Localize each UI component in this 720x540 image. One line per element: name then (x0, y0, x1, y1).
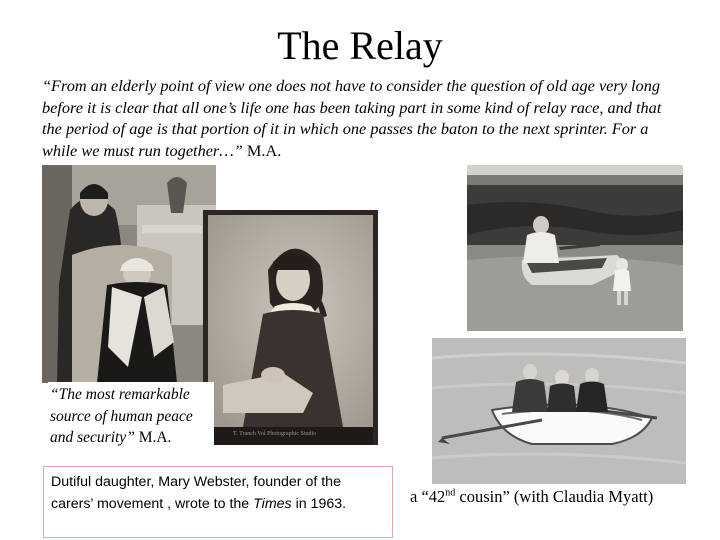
photo-three-women-boat (432, 338, 686, 484)
photo-young-woman-portrait (203, 210, 378, 445)
left-caption-attribution: M.A. (138, 429, 172, 446)
carers-movement-note (43, 466, 393, 538)
left-caption-text: “The most remarkable source of human peace and security” (50, 386, 193, 446)
right-photo-caption (410, 486, 653, 508)
photo-rowing-boat-child (467, 165, 683, 331)
quote-attribution: M.A. (246, 140, 282, 160)
photo-rowing-boat-image (467, 165, 683, 331)
note-text-end: in 1963. (291, 495, 347, 512)
right-caption-ordinal: nd (445, 487, 456, 499)
quote-body: “From an elderly point of view one does not have to consider the question of old age very long before it is clear that all one’s life one has been taking part in some kind of relay race, and that the period of age is that portion of it in which one passes the baton to the next sprinter. For a while we must run together…” (42, 76, 662, 160)
photo-studio-text: T. Tranch Vol Photographic Studio (233, 431, 317, 437)
photo-women-parlour-image (42, 165, 216, 383)
quote-text (42, 75, 682, 161)
left-photo-caption (48, 382, 214, 449)
photo-young-woman-image (203, 210, 378, 445)
right-caption-end: cousin” (with Claudia Myatt) (455, 487, 654, 506)
photo-women-parlour (42, 165, 216, 383)
photo-three-women-image (432, 338, 686, 484)
slide-title: The Relay (277, 23, 443, 68)
note-text-start: Dutiful daughter, Mary Webster, founder of the carers’ movement , wrote to the (51, 474, 341, 512)
note-newspaper-name: Times (253, 495, 292, 512)
right-caption-start: a “42 (410, 487, 446, 506)
